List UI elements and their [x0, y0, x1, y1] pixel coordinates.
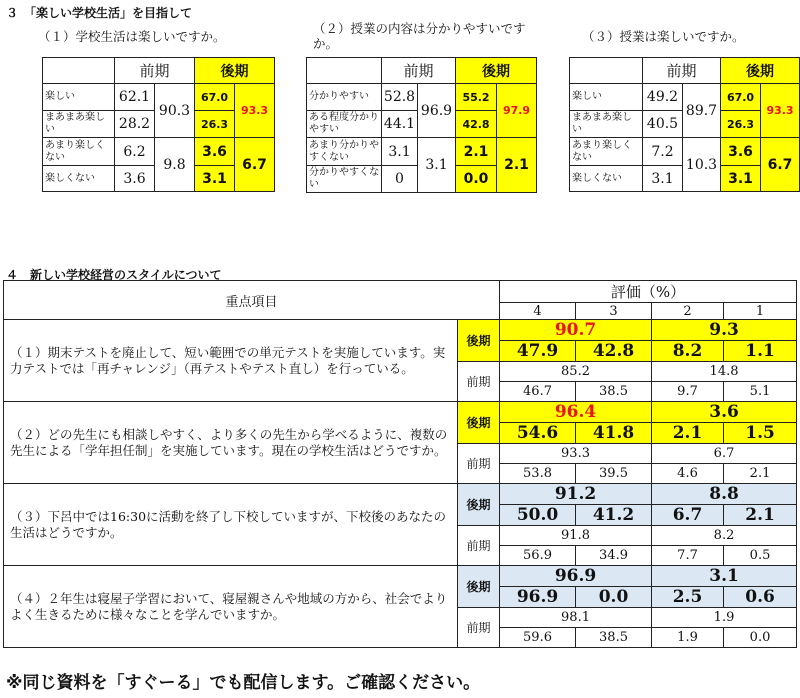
survey2-prev-positive: 96.9	[418, 84, 456, 138]
later-value: 0.0	[576, 587, 652, 608]
survey1-prev-value: 62.1	[115, 84, 155, 111]
earlier-value: 38.5	[576, 382, 652, 402]
later-value: 41.8	[576, 423, 652, 444]
later-label: 後期	[458, 402, 500, 444]
scale-3: 3	[576, 303, 652, 320]
survey1-table	[42, 57, 275, 192]
survey2-next-value: 0.0	[456, 166, 497, 193]
later-value: 1.1	[724, 341, 797, 362]
later-negative: 9.3	[652, 320, 797, 341]
earlier-value: 56.9	[500, 546, 576, 566]
earlier-value: 59.6	[500, 628, 576, 648]
earlier-value: 4.6	[652, 464, 724, 484]
earlier-label: 前期	[458, 526, 500, 566]
earlier-value: 53.8	[500, 464, 576, 484]
later-value: 1.5	[724, 423, 797, 444]
survey3-next-value: 3.1	[721, 166, 761, 192]
item-text: （４）２年生は寝屋子学習において、寝屋親さんや地域の方から、社会でよりよく生きるために様々なことを学んでいますか。	[4, 566, 458, 648]
later-value: 0.6	[724, 587, 797, 608]
survey2-next-value: 42.8	[456, 111, 497, 138]
earlier-label: 前期	[458, 608, 500, 648]
earlier-positive: 91.8	[500, 526, 652, 546]
survey1-row-label: 楽しい	[43, 84, 115, 111]
survey3-prev-negative: 10.3	[683, 138, 721, 192]
survey2-prev-negative: 3.1	[418, 138, 456, 193]
later-value: 42.8	[576, 341, 652, 362]
later-label: 後期	[458, 566, 500, 608]
earlier-positive: 93.3	[500, 444, 652, 464]
survey1-next-value: 26.3	[195, 111, 235, 138]
later-label: 後期	[458, 320, 500, 362]
survey3-prev-positive: 89.7	[683, 84, 721, 138]
survey3-prev-header: 前期	[643, 58, 721, 84]
later-positive: 96.9	[500, 566, 652, 587]
survey1-next-value: 3.6	[195, 138, 235, 166]
survey2-row-label: 分かりやすい	[307, 84, 382, 111]
survey2-prev-value: 3.1	[382, 138, 418, 166]
earlier-value: 39.5	[576, 464, 652, 484]
survey1-prev-value: 3.6	[115, 166, 155, 192]
survey1-next-value: 67.0	[195, 84, 235, 111]
later-negative: 8.8	[652, 484, 797, 505]
survey2-next-header: 後期	[456, 58, 537, 84]
later-value: 50.0	[500, 505, 576, 526]
survey3-next-positive: 93.3	[761, 84, 800, 138]
later-value: 47.9	[500, 341, 576, 362]
earlier-value: 2.1	[724, 464, 797, 484]
survey1-row-label: まあまあ楽しい	[43, 111, 115, 138]
survey3-next-negative: 6.7	[761, 138, 800, 192]
survey2-next-positive: 97.9	[497, 84, 537, 138]
survey2-table	[306, 57, 537, 193]
survey1-prev-value: 28.2	[115, 111, 155, 138]
later-value: 2.1	[724, 505, 797, 526]
survey3-prev-value: 49.2	[643, 84, 683, 111]
earlier-value: 0.5	[724, 546, 797, 566]
survey3-table	[569, 57, 800, 192]
survey1-row-label: 楽しくない	[43, 166, 115, 192]
later-value: 41.2	[576, 505, 652, 526]
survey3-row-label: あまり楽しくない	[570, 138, 643, 166]
earlier-value: 34.9	[576, 546, 652, 566]
survey1-row-label: あまり楽しくない	[43, 138, 115, 166]
survey1-prev-header: 前期	[115, 58, 195, 84]
earlier-value: 5.1	[724, 382, 797, 402]
survey2-prev-value: 44.1	[382, 111, 418, 138]
earlier-positive: 85.2	[500, 362, 652, 382]
later-value: 96.9	[500, 587, 576, 608]
earlier-value: 7.7	[652, 546, 724, 566]
earlier-label: 前期	[458, 444, 500, 484]
earlier-negative: 14.8	[652, 362, 797, 382]
later-positive: 91.2	[500, 484, 652, 505]
earlier-value: 1.9	[652, 628, 724, 648]
later-value: 2.5	[652, 587, 724, 608]
survey2-prev-header: 前期	[382, 58, 456, 84]
footer-note: ※同じ資料を「すぐーる」でも配信します。ご確認ください。	[6, 673, 481, 693]
earlier-value: 38.5	[576, 628, 652, 648]
survey3-prev-value: 7.2	[643, 138, 683, 166]
scale-4: 4	[500, 303, 576, 320]
earlier-label: 前期	[458, 362, 500, 402]
survey3-next-value: 26.3	[721, 111, 761, 138]
earlier-positive: 98.1	[500, 608, 652, 628]
survey2-next-value: 55.2	[456, 84, 497, 111]
survey2-next-negative: 2.1	[497, 138, 537, 193]
survey2-next-value: 2.1	[456, 138, 497, 166]
later-positive: 96.4	[500, 402, 652, 423]
survey2-row-label: ある程度分かりやすい	[307, 111, 382, 138]
item-text: （３）下呂中では16:30に活動を終了し下校していますが、下校後のあなたの生活はどうですか。	[4, 484, 458, 566]
earlier-value: 46.7	[500, 382, 576, 402]
item-text: （１）期末テストを廃止して、短い範囲での単元テストを実施しています。実力テストでは「再チャレンジ」（再テストやテスト直し）を行っている。	[4, 320, 458, 402]
survey3-prev-value: 3.1	[643, 166, 683, 192]
survey3-next-value: 67.0	[721, 84, 761, 111]
survey3-row-label: 楽しい	[570, 84, 643, 111]
later-value: 6.7	[652, 505, 724, 526]
survey3-next-header: 後期	[721, 58, 800, 84]
survey3-next-value: 3.6	[721, 138, 761, 166]
earlier-value: 9.7	[652, 382, 724, 402]
later-negative: 3.6	[652, 402, 797, 423]
later-negative: 3.1	[652, 566, 797, 587]
survey1-prev-value: 6.2	[115, 138, 155, 166]
later-value: 54.6	[500, 423, 576, 444]
survey3-prev-value: 40.5	[643, 111, 683, 138]
later-label: 後期	[458, 484, 500, 526]
survey1-question: （１）学校生活は楽しいですか。	[38, 29, 226, 44]
section4-title: ４ 新しい学校経営のスタイルについて	[6, 268, 222, 282]
survey3-row-label: 楽しくない	[570, 166, 643, 192]
later-value: 8.2	[652, 341, 724, 362]
survey2-row-label: 分かりやすくない	[307, 166, 382, 193]
earlier-value: 0.0	[724, 628, 797, 648]
survey1-next-value: 3.1	[195, 166, 235, 192]
item-text: （２）どの先生にも相談しやすく、より多くの先生から学べるように、複数の先生による「学年担任制」を実施しています。現在の学校生活はどうですか。	[4, 402, 458, 484]
survey1-next-positive: 93.3	[235, 84, 275, 138]
survey2-prev-value: 0	[382, 166, 418, 193]
survey2-question: （２）授業の内容は分かりやすいですか。	[313, 21, 526, 51]
scale-2: 2	[652, 303, 724, 320]
later-value: 2.1	[652, 423, 724, 444]
survey3-question: （３）授業は楽しいですか。	[582, 29, 745, 44]
earlier-negative: 1.9	[652, 608, 797, 628]
earlier-negative: 6.7	[652, 444, 797, 464]
survey3-row-label: まあまあ楽しい	[570, 111, 643, 138]
survey1-next-header: 後期	[195, 58, 275, 84]
earlier-negative: 8.2	[652, 526, 797, 546]
header-eval: 評価（%）	[500, 281, 797, 303]
survey1-next-negative: 6.7	[235, 138, 275, 192]
later-positive: 90.7	[500, 320, 652, 341]
section3-title: ３ 「楽しい学校生活」を目指して	[6, 6, 193, 20]
section4-table	[3, 280, 797, 648]
survey2-prev-value: 52.8	[382, 84, 418, 111]
survey2-row-label: あまり分かりやすくない	[307, 138, 382, 166]
survey1-prev-positive: 90.3	[155, 84, 195, 138]
survey1-prev-negative: 9.8	[155, 138, 195, 192]
header-item: 重点項目	[4, 281, 500, 320]
scale-1: 1	[724, 303, 797, 320]
